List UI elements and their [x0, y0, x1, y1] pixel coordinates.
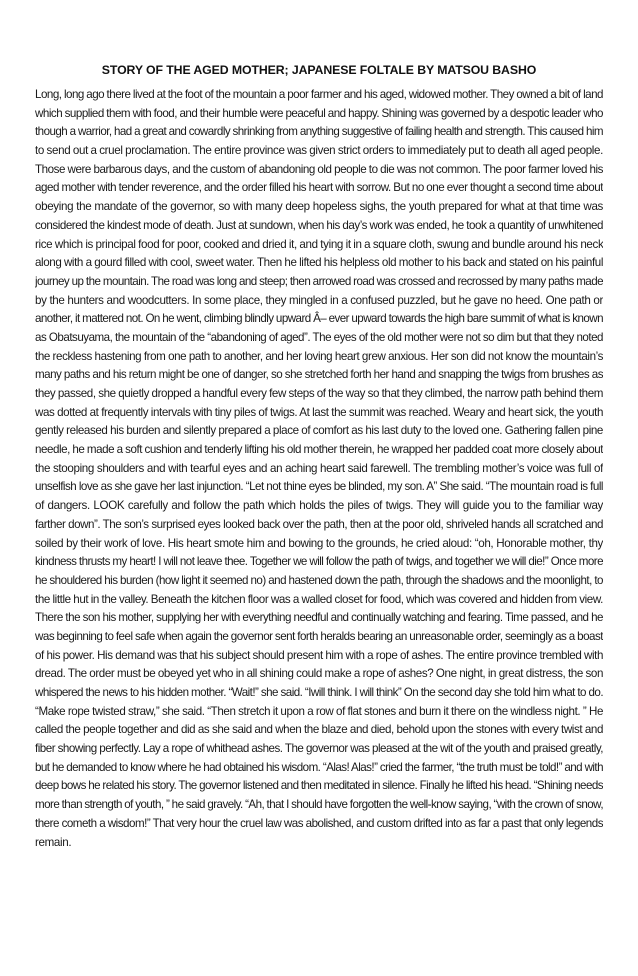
text-line: of dangers. LOOK carefully and follow the path which holds the piles of twigs. They will guide you to the familiar way — [35, 499, 603, 513]
story-body — [35, 86, 603, 852]
text-line: called the people together and did as she said and when the blaze and died, behold upon the stones with every twist and — [35, 723, 603, 737]
text-line: There the son his mother, supplying her with everything needful and continually watching and fearing. Time passed, and he — [35, 611, 603, 625]
text-line: to send out a cruel proclamation. The entire province was given strict orders to immediately put to death all aged people. — [35, 144, 603, 158]
text-line: by the hunters and woodcutters. In some place, they mingled in a confused puzzled, but he gave no heed. One path or — [35, 293, 603, 307]
text-line: the reckless hastening from one path to another, and her loving heart grew anxious. Her son did not know the mountain’s — [35, 349, 603, 363]
text-line: deep bows he related his story. The governor listened and then meditated in silence. Finally he lifted his head. “Shining needs — [35, 779, 603, 793]
text-line: rice which is principal food for poor, cooked and dried it, and tying it in a square cloth, swung and bundle around his neck — [35, 237, 603, 251]
text-line: journey up the mountain. The road was long and steep; then arrowed road was crossed and recrossed by many paths made — [35, 274, 603, 288]
text-line: there cometh a wisdom!” That very hour the cruel law was abolished, and custom drifted into as far a past that only legends — [35, 816, 603, 830]
text-line: remain. — [35, 835, 72, 849]
text-line: many paths and his return might be one of danger, so she stretched forth her hand and snapping the twigs from brushes as — [35, 368, 603, 382]
text-line: the little hut in the valley. Beneath the kitchen floor was a walled closet for food, which was covered and hidden from view. — [35, 592, 603, 606]
text-line: more than strength of youth, ” he said gravely. “Ah, that I should have forgotten the well-know saying, “with the crown of snow, — [35, 798, 603, 812]
text-line: another, it mattered not. On he went, climbing blindly upward Â– ever upward towards the high bare summit of what is known — [35, 312, 603, 326]
text-line: they passed, she quietly dropped a handful every few steps of the way so that they climbed, the narrow path behind them — [35, 387, 603, 400]
text-line: aged mother with tender reverence, and the order filled his heart with sorrow. But no one ever thought a second time about — [35, 181, 603, 195]
text-line: kindness thrusts my heart! I will not leave thee. Together we will follow the path of twigs, and together we will die!” Once more — [35, 555, 603, 569]
text-line: along with a gourd filled with cool, sweet water. Then he lifted his helpless old mother to his back and stated on his painful — [35, 256, 603, 270]
text-line: gently released his burden and silently prepared a place of comfort as his last duty to the loved one. Gathering fallen pine — [35, 424, 603, 438]
text-line: the stooping shoulders and with tearful eyes and an aching heart said farewell. The trembling mother’s voice was full of — [35, 461, 603, 475]
text-line: he shouldered his burden (how light it seemed no) and hastened down the path, through the shadows and the moonlight, to — [35, 573, 603, 587]
text-line: Long, long ago there lived at the foot of the mountain a poor farmer and his aged, widowed mother. They owned a bit of land — [35, 88, 603, 101]
text-line: “Make rope twisted straw,” she said. “Then stretch it upon a row of flat stones and burn it there on the windless night. ” He — [35, 704, 603, 718]
text-line: obeying the mandate of the governor, so with many deep hopeless sighs, the youth prepared for what at that time was — [35, 200, 603, 214]
text-line: whispered the news to his hidden mother. “Wait!” she said. “Iwill think. I will think” On the second day she told him what to do. — [35, 686, 603, 699]
text-line: which supplied them with food, and their humble were peaceful and happy. Shining was governed by a despotic leader who — [35, 106, 603, 120]
text-line: Those were barbarous days, and the custom of abandoning old people to die was not common. The poor farmer loved his — [35, 162, 603, 176]
text-line: soiled by their work of love. His heart smote him and bowing to the grounds, he cried aloud: “oh, Honorable mother, thy — [35, 536, 603, 550]
text-line: considered the kindest mode of death. Just at sundown, when his day’s work was ended, he took a quantity of unwhitened — [35, 218, 603, 232]
text-line: needle, he made a soft cushion and tenderly lifting his old mother therein, he wrapped her padded coat more closely about — [35, 443, 603, 457]
text-line: as Obatsuyama, the mountain of the “abandoning of aged”. The eyes of the old mother were not so dim but that they noted — [35, 330, 603, 344]
text-line: but he demanded to know where he had obtained his wisdom. “Alas! Alas!” cried the farmer, “the truth must be told!” and with — [35, 760, 603, 774]
text-line: though a warrior, had a great and cowardly shrinking from anything suggestive of failing health and strength. This caused him — [35, 125, 603, 139]
text-line: farther down”. The son’s surprised eyes looked back over the path, then at the poor old, shriveled hands all scratched and — [35, 517, 603, 531]
text-line: was dotted at frequently intervals with tiny piles of twigs. At last the summit was reached. Weary and heart sick, the youth — [35, 405, 603, 419]
text-line: of his power. His demand was that his subject should present him with a rope of ashes. The entire province trembled with — [35, 648, 603, 662]
text-line: dread. The order must be obeyed yet who in all shining could make a rope of ashes? One night, in great distress, the son — [35, 667, 603, 681]
text-line: fiber showing perfectly. Lay a rope of whithead ashes. The governor was pleased at the wit of the youth and praised greatly, — [35, 742, 603, 756]
page-title: STORY OF THE AGED MOTHER; JAPANESE FOLTALE BY MATSOU BASHO — [101, 63, 537, 77]
text-line: was beginning to feel safe when again the governor sent forth heralds bearing an unreasonable order, seemingly as a boast — [35, 629, 603, 643]
text-line: unselfish love as she gave her last injunction. “Let not thine eyes be blinded, my son. A” She said. “The mountain road is full — [35, 480, 603, 494]
